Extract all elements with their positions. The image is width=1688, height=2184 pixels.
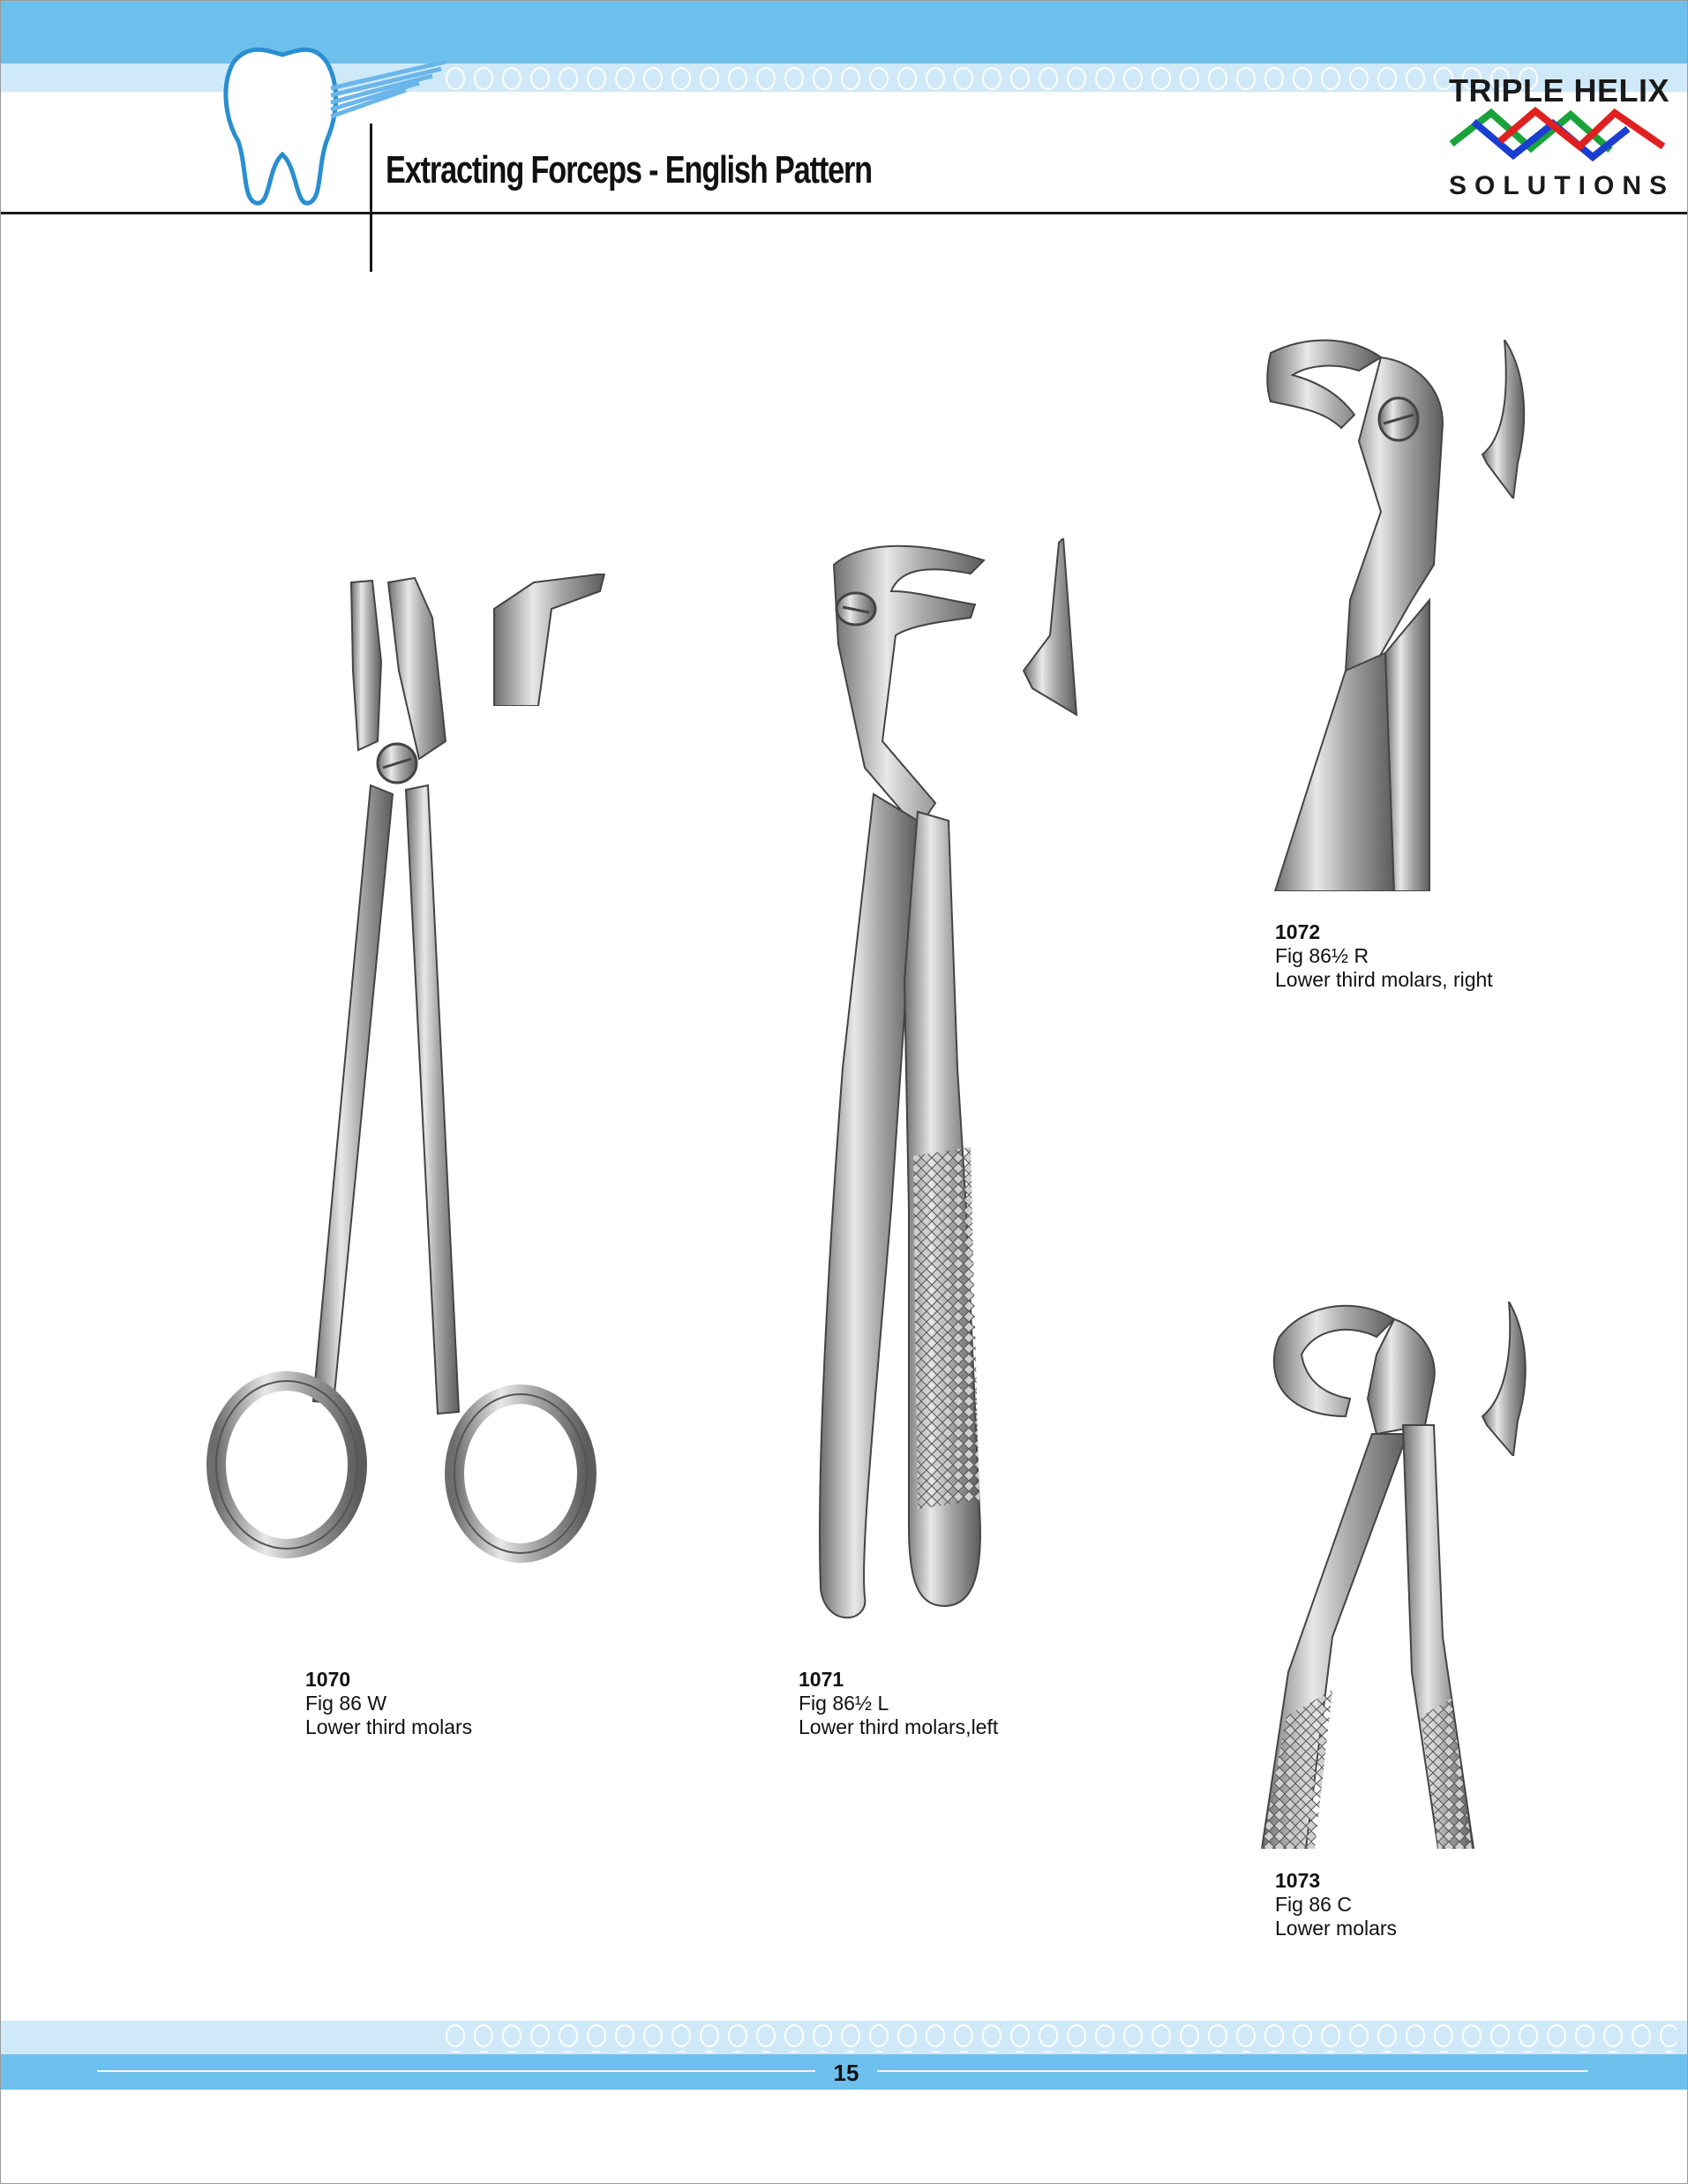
page-number: 15	[833, 2060, 859, 2086]
product-code: 1071	[799, 1668, 844, 1691]
product-image-1070	[141, 565, 635, 1606]
product-image-1072	[1253, 335, 1465, 891]
product-detail-1072	[1478, 340, 1540, 499]
logo-text-secondary: SOLUTIONS	[1449, 171, 1676, 200]
product-detail-1073	[1478, 1302, 1540, 1456]
product-fig: Fig 86 W	[305, 1692, 387, 1715]
product-image-1073	[1253, 1302, 1482, 1849]
product-image-1071	[794, 538, 1024, 1650]
product-detail-1070	[490, 574, 613, 706]
product-code: 1073	[1275, 1869, 1321, 1892]
header-rule	[0, 212, 1688, 214]
product-code: 1070	[305, 1668, 351, 1691]
product-caption-1072	[1275, 920, 1493, 992]
product-caption-1071	[799, 1668, 998, 1739]
product-fig: Fig 86 C	[1275, 1893, 1352, 1916]
product-description: Lower third molars,left	[799, 1715, 999, 1738]
product-fig: Fig 86½ R	[1275, 944, 1369, 967]
product-caption-1073	[1275, 1869, 1397, 1940]
product-fig: Fig 86½ L	[799, 1692, 889, 1715]
product-description: Lower third molars, right	[1275, 968, 1493, 991]
product-detail-1071	[1019, 538, 1081, 724]
helix-logo-icon	[1447, 104, 1668, 166]
logo-text-primary: TRIPLE HELIX	[1449, 72, 1670, 109]
page-title: Extracting Forceps - English Pattern	[386, 148, 872, 191]
product-description: Lower molars	[1275, 1917, 1398, 1940]
product-description: Lower third molars	[305, 1715, 473, 1738]
decorative-loops-bottom	[441, 2023, 1677, 2053]
decorative-loops-top	[441, 65, 1544, 92]
product-code: 1072	[1275, 920, 1321, 943]
product-caption-1070	[305, 1668, 472, 1739]
